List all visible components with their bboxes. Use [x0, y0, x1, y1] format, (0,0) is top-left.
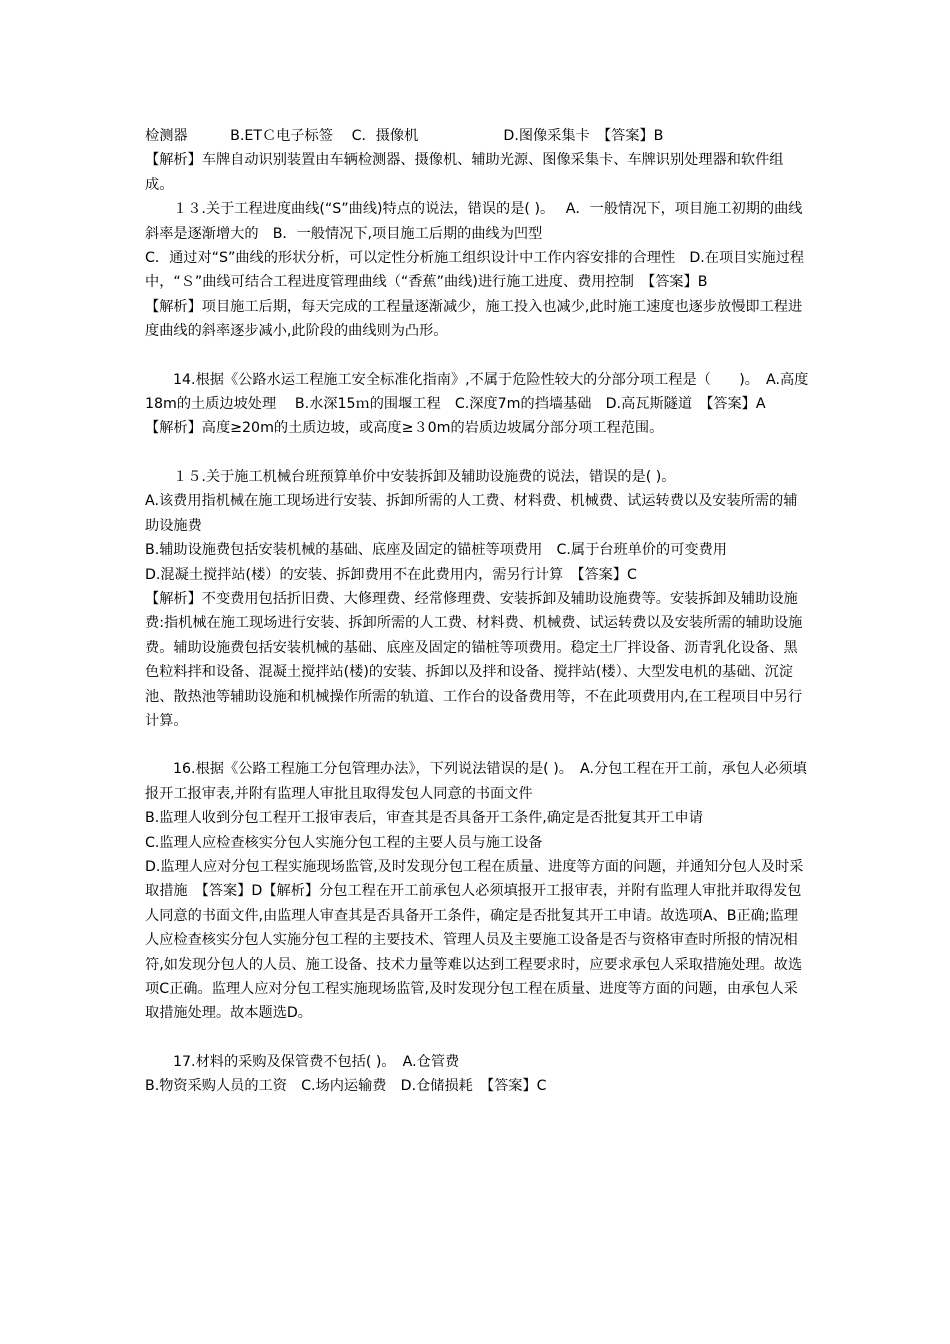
q15-analysis: 【解析】不变费用包括折旧费、大修理费、经常修理费、安装拆卸及辅助设施费等。安装拆卸及辅助设施费:指机械在施工现场进行安装、拆卸所需的人工费、材料费、机械费、试运转费以及安装所需的辅助设施费。辅助设施费包括安装机械的基础、底座及固定的锚桩等项费用。稳定土厂拌设备、沥青乳化设备、黑色粒料拌和设备、混凝土搅拌站(楼)的安装、拆卸以及拌和设备、搅拌站(楼）、大型发电机的基础、沉淀池、散热池等辅助设施和机械操作所需的轨道、工作台的设备费用等，不在此项费用内,在工程项目中另行计算。 [145, 590, 803, 729]
q15-option-d: D.混凝土搅拌站(楼）的安装、拆卸费用不在此费用内，需另行计算 【答案】C [145, 566, 637, 583]
spacer [145, 1026, 810, 1050]
q16-option-d-analysis: D.监理人应对分包工程实施现场监管,及时发现分包工程在质量、进度等方面的问题，并通知分包人及时采取措施 【答案】D【解析】分包工程在开工前承包人必须填报开工报审表，并附有监理人审批并取得发包人同意的书面文件,由监理人审查其是否具备开工条件，确定是否批复其开工申请。故选项A、B正确;监理人应检查核实分包人实施分包工程的主要技术、管理人员及主要施工设备是否与资格审查时所报的情况相符,如发现分包人的人员、施工设备、技术力量等难以达到工程要求时，应要求承包人采取措施处理。故选项C正确。监理人应对分包工程实施现场监管,及时发现分包工程在质量、进度等方面的问题，由承包人采取措施处理。故本题选D。 [145, 858, 804, 1022]
spacer [145, 733, 810, 757]
spacer [145, 441, 810, 465]
q16-option-c: C.监理人应检查核实分包人实施分包工程的主要人员与施工设备 [145, 834, 543, 851]
spacer [145, 344, 810, 368]
q14-question: 14.根据《公路水运工程施工安全标准化指南》,不属于危险性较大的分部分项工程是（ )。 A.高度18m的土质边坡处理 B.水深15ｍ的围堰工程 C.深度7m的挡墙基础 D.高瓦斯隧道 【答案】A [145, 371, 809, 413]
q14-analysis: 【解析】高度≥20m的土质边坡，或高度≥３0m的岩质边坡属分部分项工程范围。 [145, 420, 664, 437]
q15-option-bc: B.辅助设施费包括安装机械的基础、底座及固定的锚桩等项费用 C.属于台班单价的可变费用 [145, 542, 727, 559]
q13-question: １３.关于工程进度曲线(“S”曲线)特点的说法，错误的是( )。 A．一般情况下，项目施工初期的曲线斜率是逐渐增大的 B．一般情况下,项目施工后期的曲线为凹型 [145, 201, 803, 242]
q12-analysis: 【解析】车牌自动识别装置由车辆检测器、摄像机、辅助光源、图像采集卡、车牌识别处理器和软件组成。 [145, 152, 784, 193]
q17-options: B.物资采购人员的工资 C.场内运输费 D.仓储损耗 【答案】C [145, 1078, 547, 1095]
q13-analysis: 【解析】项目施工后期，每天完成的工程量逐渐减少，施工投入也减少,此时施工速度也逐步放慢即工程进度曲线的斜率逐步减小,此阶段的曲线则为凸形。 [145, 298, 803, 340]
q12-options-line: 检测器 B.ETＣ电子标签 C．摄像机 D.图像采集卡 【答案】B [145, 128, 664, 144]
q16-question: 16.根据《公路工程施工分包管理办法》，下列说法错误的是( )。 A.分包工程在开工前，承包人必须填报开工报审表,并附有监理人审批且取得发包人同意的书面文件 [145, 761, 807, 802]
q15-option-a: A.该费用指机械在施工现场进行安装、拆卸所需的人工费、材料费、机械费、试运转费以及安装所需的辅助设施费 [145, 493, 798, 534]
q15-question: １５.关于施工机械台班预算单价中安装拆卸及辅助设施费的说法，错误的是( )。 [173, 468, 676, 485]
q17-question: 17.材料的采购及保管费不包括( )。 A.仓管费 [173, 1053, 460, 1070]
q13-options-cd: C．通过对“S”曲线的形状分析，可以定性分析施工组织设计中工作内容安排的合理性 D.在项目实施过程中，“Ｓ”曲线可结合工程进度管理曲线（“香蕉”曲线)进行施工进度、费用控制 【答案】B [145, 250, 805, 291]
q16-option-b: B.监理人收到分包工程开工报审表后，审查其是否具备开工条件,确定是否批复其开工申请 [145, 810, 703, 827]
